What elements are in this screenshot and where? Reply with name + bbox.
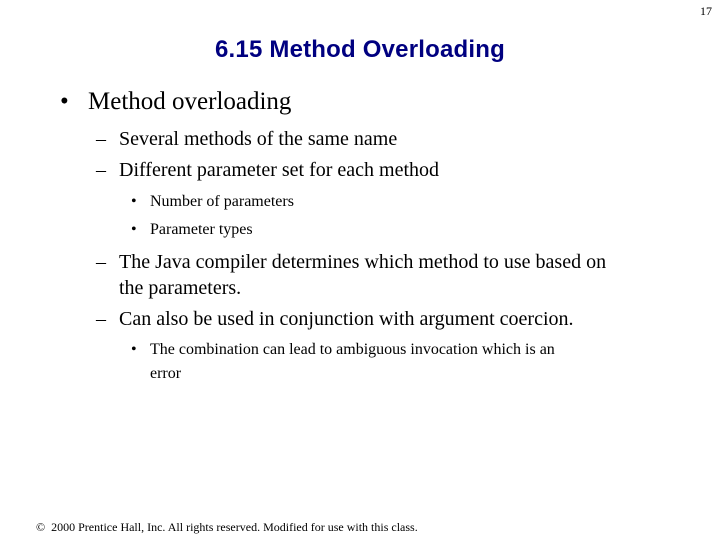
subitem-same-name: Several methods of the same name	[119, 128, 398, 150]
bullet-method-overloading: Method overloading	[88, 88, 292, 115]
dash-glyph: –	[96, 128, 106, 150]
footer	[36, 520, 418, 535]
copyright-icon: ©	[36, 520, 46, 534]
subsubitem-ambiguous-line2: error	[150, 365, 182, 382]
subsubitem-ambiguous-line1: The combination can lead to ambiguous invocation which is an	[150, 341, 555, 358]
subitem-param-set: Different parameter set for each method	[119, 159, 440, 181]
subsubitem-parameter-types: Parameter types	[150, 221, 253, 238]
subitem-compiler-line1: The Java compiler determines which method to use based on	[119, 251, 607, 273]
bullet-glyph: •	[131, 221, 137, 238]
dash-glyph: –	[96, 251, 106, 273]
footer-text: 2000 Prentice Hall, Inc. All rights reserved. Modified for use with this class.	[51, 520, 418, 534]
subitem-coercion: Can also be used in conjunction with argument coercion.	[119, 308, 574, 330]
dash-glyph: –	[96, 308, 106, 330]
slide-title: 6.15 Method Overloading	[215, 36, 505, 63]
subitem-compiler-line2: the parameters.	[119, 277, 242, 299]
bullet-glyph: •	[131, 341, 137, 358]
bullet-glyph: •	[60, 88, 69, 115]
dash-glyph: –	[96, 159, 106, 181]
subsubitem-number-of-parameters: Number of parameters	[150, 193, 294, 210]
bullet-glyph: •	[131, 193, 137, 210]
slide-number: 17	[700, 4, 712, 18]
